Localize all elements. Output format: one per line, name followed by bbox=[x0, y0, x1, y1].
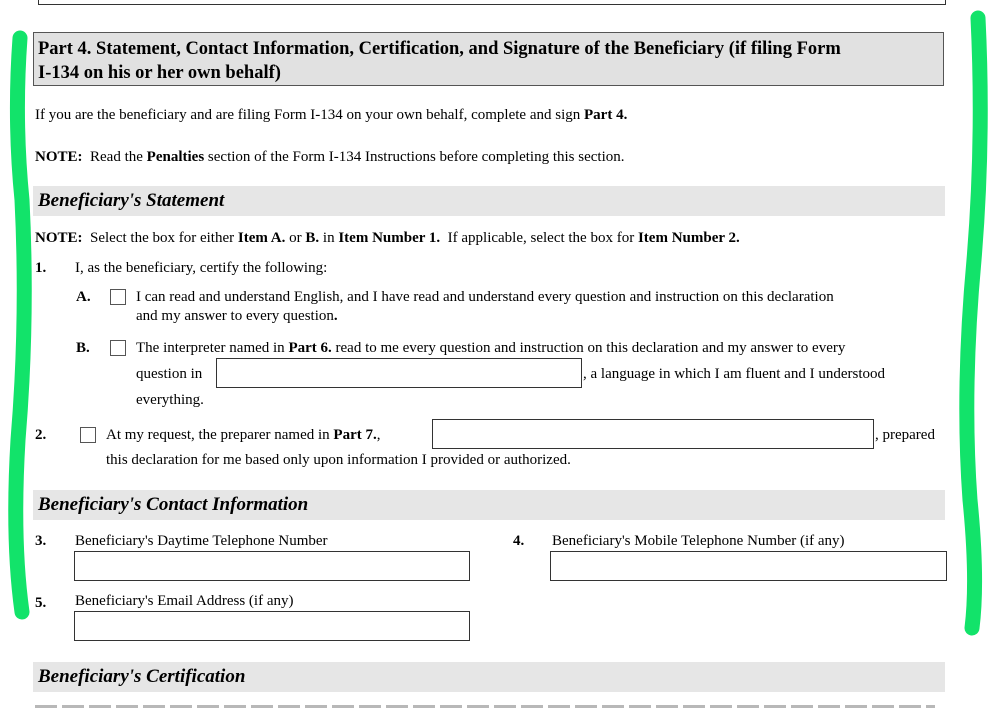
item-5-number: 5. bbox=[35, 595, 47, 611]
item-1-text: I, as the beneficiary, certify the following: bbox=[75, 260, 328, 276]
section-beneficiary-statement: Beneficiary's Statement bbox=[33, 186, 945, 216]
item-2-number: 2. bbox=[35, 427, 47, 443]
part4-header-line2: I-134 on his or her own behalf) bbox=[38, 63, 281, 83]
right-highlight-stroke bbox=[967, 18, 980, 628]
item-1b-everything: everything. bbox=[136, 392, 204, 408]
item-2-after: , prepared bbox=[875, 427, 935, 443]
certification-text-cutoff bbox=[35, 702, 935, 708]
part4-intro: If you are the beneficiary and are filing Form I-134 on your own behalf, complete and sign Part 4. bbox=[35, 107, 628, 123]
item-1a-line1: I can read and understand English, and I have read and understand every question and instruction on this declaration bbox=[136, 289, 834, 305]
item-1b-after: , a language in which I am fluent and I understood bbox=[583, 366, 885, 382]
item-3-number: 3. bbox=[35, 533, 47, 549]
part4-note: NOTE: Read the Penalties section of the Form I-134 Instructions before completing this section. bbox=[35, 149, 625, 165]
statement-note: NOTE: Select the box for either Item A. or B. in Item Number 1. If applicable, select the box for Item Number 2. bbox=[35, 230, 740, 246]
item-4-number: 4. bbox=[513, 533, 525, 549]
item-2-line2: this declaration for me based only upon information I provided or authorized. bbox=[106, 452, 571, 468]
section-beneficiary-contact: Beneficiary's Contact Information bbox=[33, 490, 945, 520]
item-4-label: Beneficiary's Mobile Telephone Number (if any) bbox=[552, 533, 845, 549]
item-2-line1: At my request, the preparer named in Part 7., bbox=[106, 427, 381, 443]
item-1b-label: B. bbox=[76, 340, 90, 356]
left-highlight-stroke bbox=[16, 38, 25, 612]
item-1b-line1: The interpreter named in Part 6. read to me every question and instruction on this declaration and my answer to every bbox=[136, 340, 846, 356]
item-1b-question-in: question in bbox=[136, 366, 203, 382]
part4-header-line1: Part 4. Statement, Contact Information, Certification, and Signature of the Beneficiary (if filing Form bbox=[38, 39, 841, 59]
item-1a-label: A. bbox=[76, 289, 91, 305]
item-3-label: Beneficiary's Daytime Telephone Number bbox=[75, 533, 328, 549]
item-1-number: 1. bbox=[35, 260, 47, 276]
item-1a-line2: and my answer to every question. bbox=[136, 308, 338, 324]
section-beneficiary-certification: Beneficiary's Certification bbox=[33, 662, 945, 692]
item-5-label: Beneficiary's Email Address (if any) bbox=[75, 593, 294, 609]
